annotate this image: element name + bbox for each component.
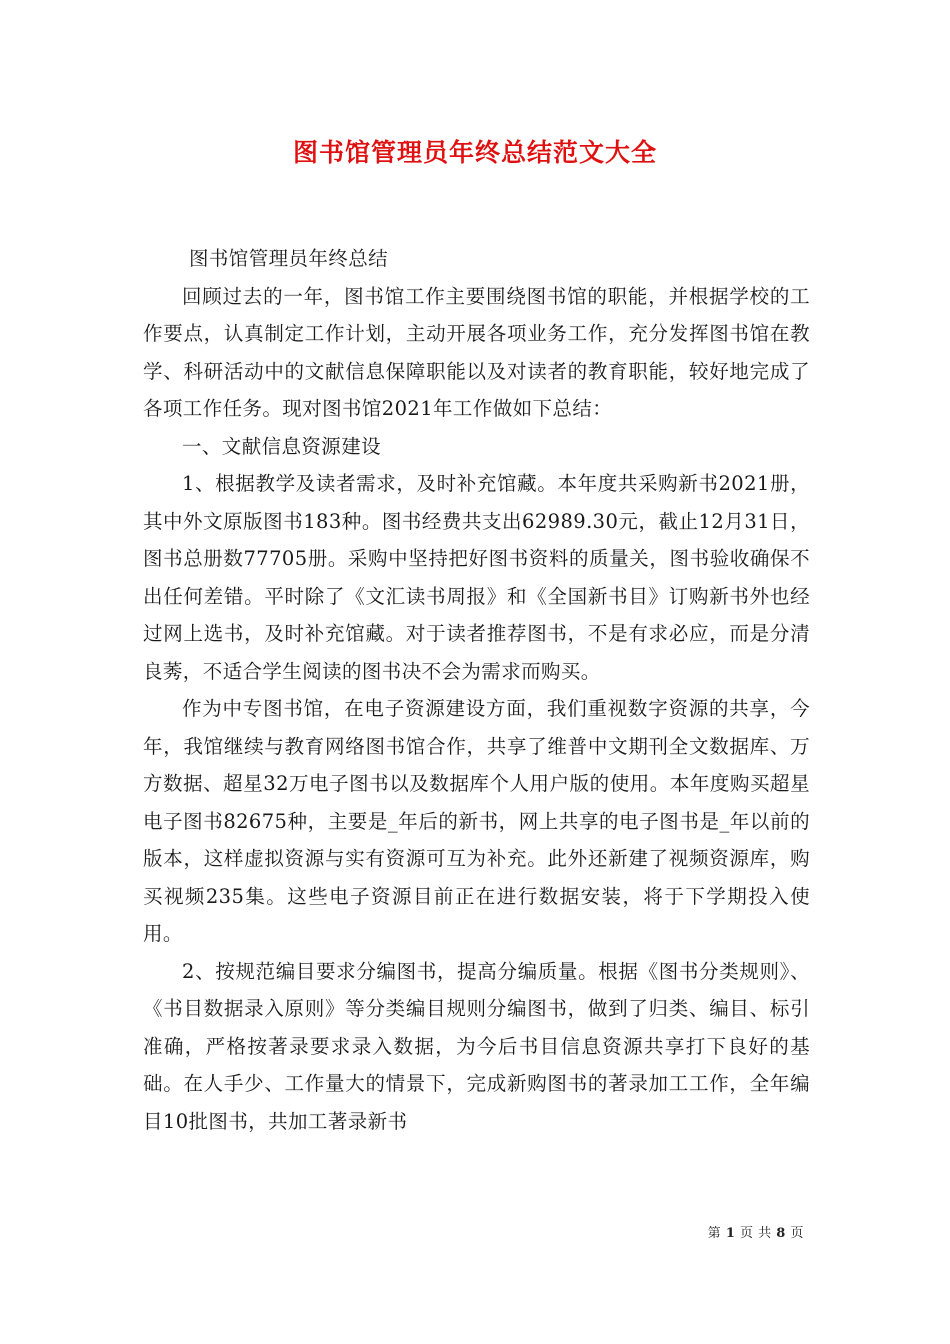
- footer-middle: 页 共: [740, 1226, 772, 1241]
- footer-current-page: 1: [725, 1226, 736, 1241]
- paragraph-cataloging: 2、按规范编目要求分编图书，提高分编质量。根据《图书分类规则》、《书目数据录入原则》等分类编目规则分编图书，做到了归类、编目、标引准确，严格按著录要求录入数据，为今后书目信息资源共享打下良好的基础。在人手少、工作量大的情景下，完成新购图书的著录加工工作，全年编目10批图书，共加工著录新书: [143, 959, 810, 1133]
- document-title: 图书馆管理员年终总结范文大全: [292, 138, 657, 167]
- paragraph-electronic-resources: 作为中专图书馆，在电子资源建设方面，我们重视数字资源的共享，今年，我馆继续与教育网络图书馆合作，共享了维普中文期刊全文数据库、万方数据、超星32万电子图书以及数据库个人用户版的使用。本年度购买超星电子图书82675种，主要是_年后的新书，网上共享的电子图书是_年以前的版本，这样虚拟资源与实有资源可互为补充。此外还新建了视频资源库，购买视频235集。这些电子资源目前正在进行数据安装，将于下学期投入使用。: [143, 697, 810, 945]
- footer-prefix: 第: [707, 1226, 722, 1241]
- paragraph-intro: 回顾过去的一年，图书馆工作主要围绕图书馆的职能，并根据学校的工作要点，认真制定工作计划，主动开展各项业务工作，充分发挥图书馆在教学、科研活动中的文献信息保障职能以及对读者的教育职能，较好地完成了各项工作任务。现对图书馆2021年工作做如下总结：: [143, 284, 810, 420]
- footer-suffix: 页: [790, 1226, 804, 1241]
- page-footer: [708, 1222, 804, 1241]
- paragraph-acquisition: 1、根据教学及读者需求，及时补充馆藏。本年度共采购新书2021册，其中外文原版图书183种。图书经费共支出62989.30元，截止12月31日，图书总册数77705册。采购中坚持把好图书资料的质量关，图书验收确保不出任何差错。平时除了《文汇读书周报》和《全国新书目》订购新书外也经过网上选书，及时补充馆藏。对于读者推荐图书，不是有求必应，而是分清良莠，不适合学生阅读的图书决不会为需求而购买。: [143, 472, 810, 683]
- section-heading-resources: 一、文献信息资源建设: [182, 434, 382, 458]
- section-heading: 图书馆管理员年终总结: [189, 247, 389, 270]
- document-body: [143, 240, 810, 1140]
- footer-total-pages: 8: [776, 1226, 786, 1241]
